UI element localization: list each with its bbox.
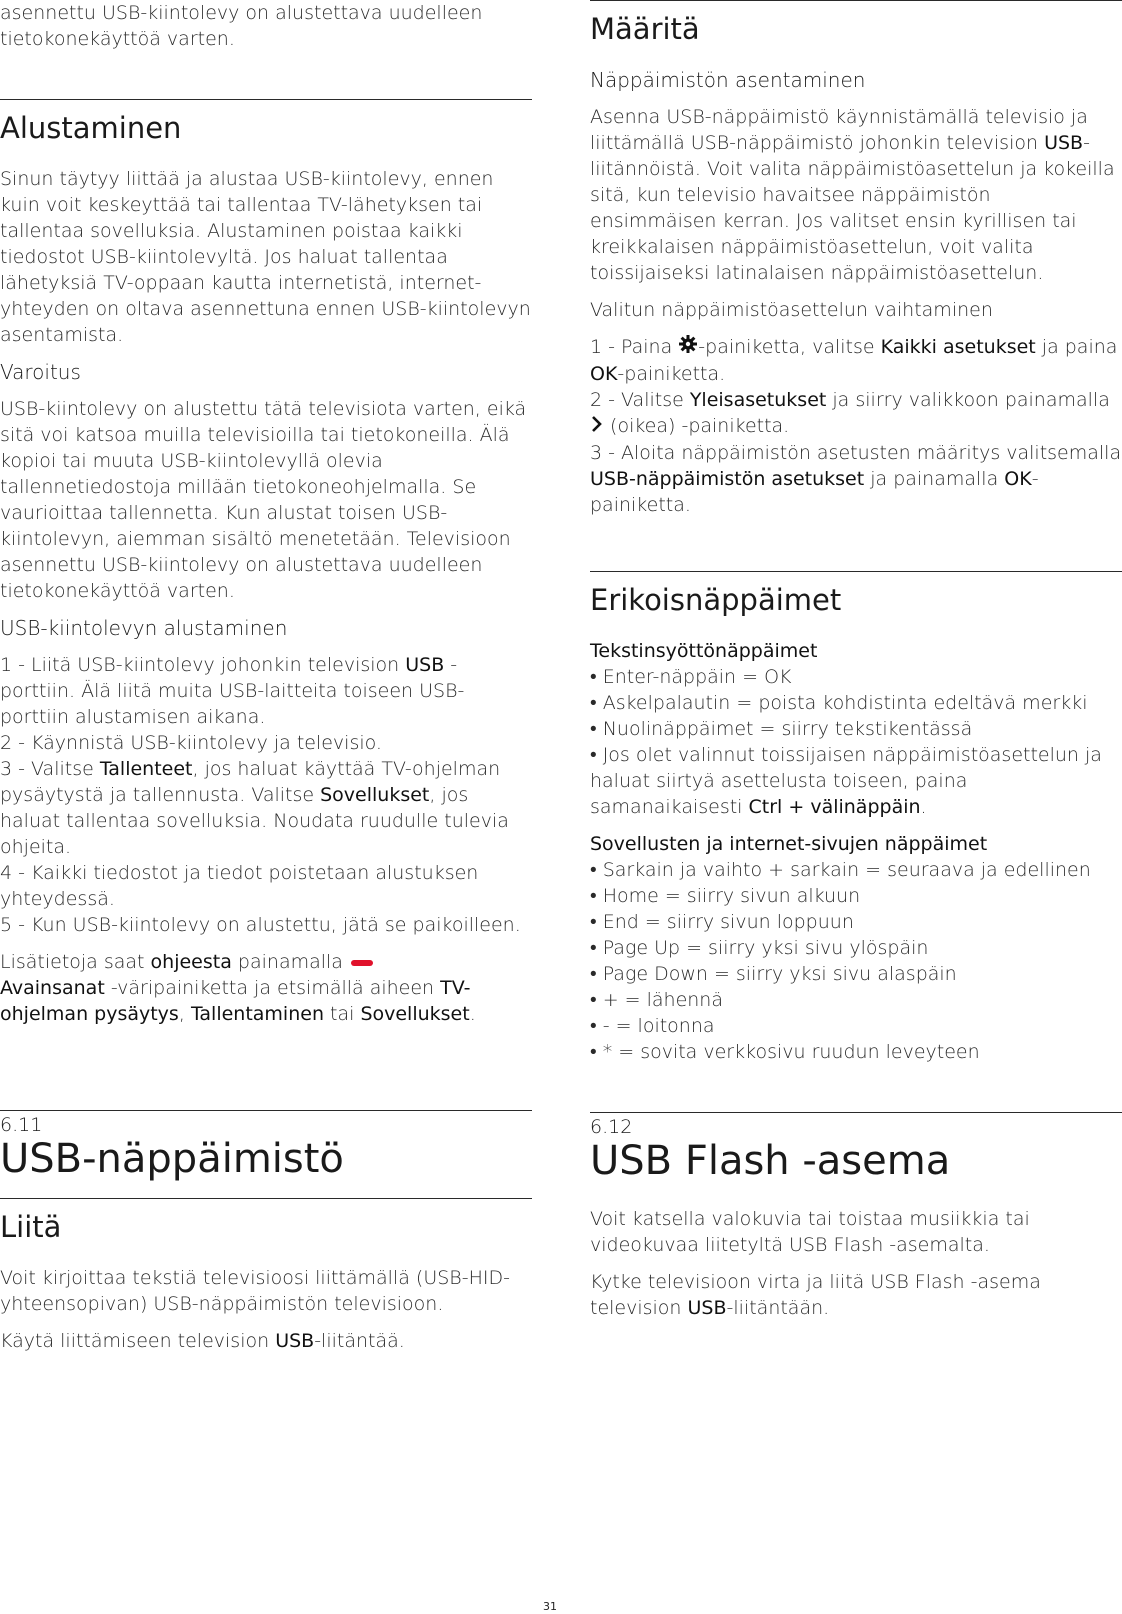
chapter-number: 6.12 <box>590 1116 633 1138</box>
step-4: 4 - Kaikki tiedostot ja tiedot poistetaan alustuksen yhteydessä. <box>0 862 479 910</box>
gear-icon <box>678 334 698 361</box>
body-liita: Voit kirjoittaa tekstiä televisioosi liittämällä (USB-HID-yhteensopivan) USB-näppäimistön televisioon. <box>0 1267 510 1315</box>
page-number: 31 <box>543 1600 557 1613</box>
warning-body: USB-kiintolevy on alustettu tätä televisiota varten, eikä sitä voi katsoa muilla televisioilla tai tietokoneilla. Älä kopioi tai muuta USB-kiintolevyllä olevia tallennetiedostoja millään tietokoneohjelmalla. Se vaurioittaa tallennetta. Kun alustat toisen USB-kiintolevyn, aiemman sisältö menetetään. Televisioon asennettu USB-kiintolevy on alustettava uudelleen tietokonekäyttöä varten. <box>0 398 527 602</box>
body-usb-flash-2: Kytke televisioon virta ja liitä USB Flash -asema television USB-liitäntään. <box>590 1271 1041 1319</box>
heading-erikois: Erikoisnäppäimet <box>590 583 842 617</box>
section-usb-flash <box>590 1112 1122 1332</box>
red-color-key-icon <box>351 960 373 966</box>
chevron-right-icon <box>590 414 604 440</box>
body-usb-flash: Voit katsella valokuvia tai toistaa musiikkia tai videokuvaa liitetyltä USB Flash -asemalta. <box>590 1208 1030 1256</box>
text-key-item: • Jos olet valinnut toissijaisen näppäimistöasettelun ja haluat siirtyä asettelusta toiseen, paina samanaikaisesti Ctrl + välinäppäin. <box>590 744 1102 818</box>
info-text: Lisätietoja saat ohjeesta painamalla Avainsanat -väripainiketta ja etsimällä aiheen TV-ohjelman pysäytys, Tallentaminen tai Sovellukset. <box>0 951 476 1025</box>
web-key-item: • Home = siirry sivun alkuun <box>590 885 861 907</box>
chapter-title: USB-näppäimistö <box>0 1136 344 1182</box>
text-input-keys-title: Tekstinsyöttönäppäimet <box>590 640 818 662</box>
section-usb-keyboard <box>0 1110 532 1365</box>
step-2: 2 - Käynnistä USB-kiintolevy ja televisio. <box>0 732 382 754</box>
section-erikois <box>590 571 1122 1065</box>
text-key-item: • Enter-näppäin = OK <box>590 666 792 688</box>
link-ohjeesta[interactable]: ohjeesta <box>150 951 232 973</box>
web-key-item: • End = siirry sivun loppuun <box>590 911 854 933</box>
body-liita-2: Käytä liittämiseen television USB-liitäntää. <box>0 1330 405 1352</box>
step-3: 3 - Valitse Tallenteet, jos haluat käyttää TV-ohjelman pysäytystä ja tallennusta. Valitse Sovellukset, jos haluat tallentaa sovelluksia. Noudata ruudulle tulevia ohjeita. <box>0 758 509 858</box>
web-key-item: • Sarkain ja vaihto + sarkain = seuraava ja edellinen <box>590 859 1091 881</box>
heading-maarita: Määritä <box>590 12 700 46</box>
web-key-item: • * = sovita verkkosivu ruudun leveyteen <box>590 1041 980 1063</box>
section-alustaminen <box>0 99 532 1027</box>
body-alustaminen: Sinun täytyy liittää ja alustaa USB-kiintolevy, ennen kuin voit keskeyttää tai tallentaa TV-lähetyksen tai tallentaa sovelluksia. Alustaminen poistaa kaikki tiedostot USB-kiintolevyltä. Jos haluat tallentaa lähetyksiä TV-oppaan kautta internetistä, internet-yhteyden on oltava asennettuna ennen USB-kiintolevyn asentamista. <box>0 168 531 346</box>
chapter-number: 6.11 <box>0 1114 43 1136</box>
web-key-item: • - = loitonna <box>590 1015 715 1037</box>
body-maarita: Asenna USB-näppäimistö käynnistämällä televisio ja liittämällä USB-näppäimistö johonkin television USB-liitännöistä. Voit valita näppäimistöasettelun ja kokeilla sitä, kun televisio havaitsee näppäimistön ensimmäisen kerran. Jos valitset ensin kyrillisen tai kreikkalaisen näppäimistöasettelun, voit valita toissijaiseksi latinalaisen näppäimistöasettelun. <box>590 106 1115 284</box>
heading-liita: Liitä <box>0 1210 62 1244</box>
warning-title: Varoitus <box>0 360 81 384</box>
text-key-item: • Nuolinäppäimet = siirry tekstikentässä <box>590 718 973 740</box>
text-key-item: • Askelpalautin = poista kohdistinta edeltävä merkki <box>590 692 1088 714</box>
keyboard-step-2: 2 - Valitse Yleisasetukset ja siirry valikkoon painamalla (oikea) -painiketta. <box>590 387 1122 440</box>
chapter-title: USB Flash -asema <box>590 1138 951 1184</box>
heading-alustaminen: Alustaminen <box>0 111 182 145</box>
web-key-item: • Page Down = siirry yksi sivu alaspäin <box>590 963 957 985</box>
sub-vaihtaminen: Valitun näppäimistöasettelun vaihtaminen <box>590 299 993 321</box>
keyboard-step-1: 1 - Paina -painiketta, valitse Kaikki asetukset ja paina OK-painiketta. <box>590 336 1118 385</box>
intro-text: asennettu USB-kiintolevy on alustettava uudelleen tietokonekäyttöä varten. <box>0 2 483 50</box>
steps-title: USB-kiintolevyn alustaminen <box>0 616 288 640</box>
step-1: 1 - Liitä USB-kiintolevy johonkin television USB -porttiin. Älä liitä muita USB-laitteita toiseen USB-porttiin alustamisen aikana. <box>0 654 465 728</box>
web-keys-title: Sovellusten ja internet-sivujen näppäimet <box>590 833 988 855</box>
web-key-item: • + = lähennä <box>590 989 723 1011</box>
step-5: 5 - Kun USB-kiintolevy on alustettu, jätä se paikoilleen. <box>0 914 521 936</box>
section-maarita <box>590 0 1122 518</box>
web-key-item: • Page Up = siirry yksi sivu ylöspäin <box>590 937 929 959</box>
keyboard-step-3: 3 - Aloita näppäimistön asetusten määritys valitsemalla USB-näppäimistön asetukset ja painamalla OK-painiketta. <box>590 441 1122 516</box>
sub-nappaimiston-asentaminen: Näppäimistön asentaminen <box>590 68 866 92</box>
